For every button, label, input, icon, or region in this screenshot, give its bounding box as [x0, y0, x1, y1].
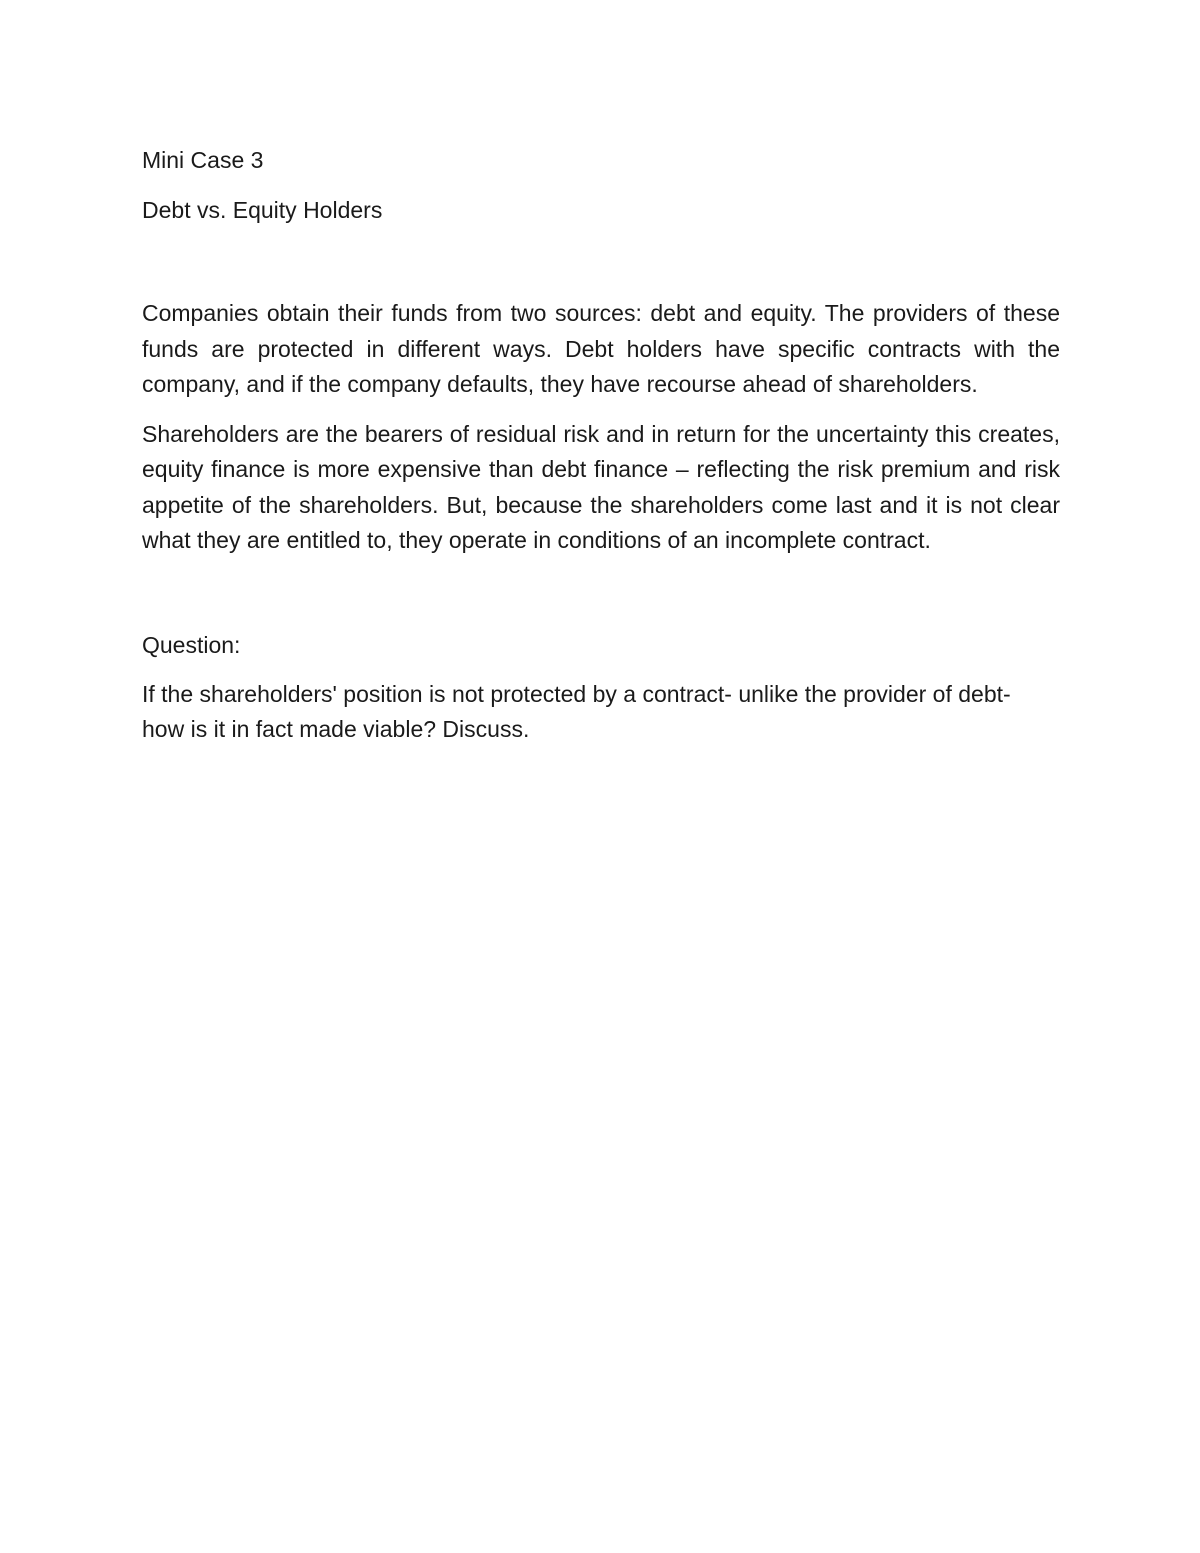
body-paragraph: Shareholders are the bearers of residual risk and in return for the uncertainty this creates, equity finance is more expensive than debt finance – reflecting the risk premium and risk appetite of the shareholders. But, because the shareholders come last and it is not clear what they are entitled to, they operate in conditions of an incomplete contract. — [142, 420, 1060, 553]
body-paragraph: Companies obtain their funds from two sources: debt and equity. The providers of these funds are protected in different ways. Debt holders have specific contracts with the company, and if the company defaults, they have recourse ahead of shareholders. — [142, 300, 1060, 397]
question-label: Question: — [142, 631, 241, 658]
question-text: If the shareholders' position is not protected by a contract- unlike the provider of debt- how is it in fact made viable? Discuss. — [142, 680, 1011, 742]
case-label: Mini Case 3 — [142, 147, 264, 173]
document-content — [142, 142, 1060, 748]
case-title: Debt vs. Equity Holders — [142, 197, 383, 223]
